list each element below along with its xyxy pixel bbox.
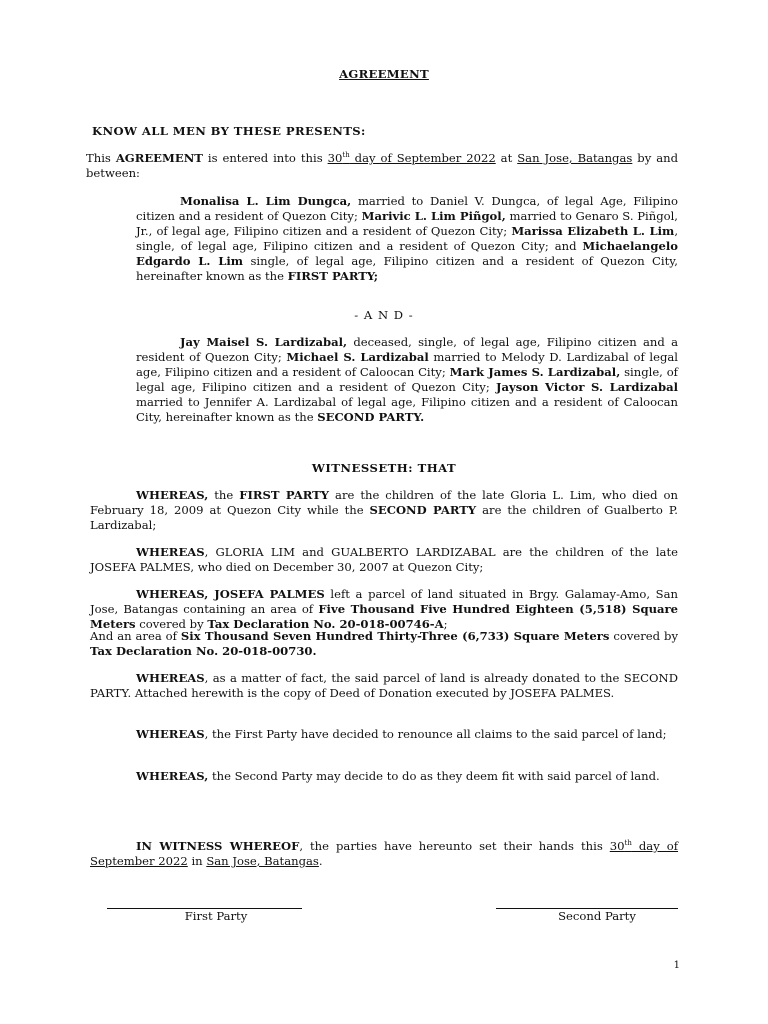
preamble: KNOW ALL MEN BY THESE PRESENTS: — [92, 124, 366, 138]
witness-date: 30th day of September 2022 — [90, 839, 679, 868]
witness-clause: IN WITNESS WHEREOF, the parties have hereunto set their hands this 30th day of September 2022 in San Jose, Batangas. — [90, 839, 679, 868]
party-name: Michael S. Lardizabal — [286, 350, 429, 364]
party-name: Michaelangelo Edgardo L. Lim — [136, 239, 678, 268]
whereas-4: WHEREAS, as a matter of fact, the said parcel of land is already donated to the SECOND PARTY. Attached herewith is the copy of Deed of Donation executed by JOSEFA PALMES. — [90, 671, 678, 700]
party-name: Monalisa L. Lim Dungca, — [180, 194, 352, 208]
witness-place: San Jose, Batangas — [206, 854, 319, 868]
first-party-signature-label: First Party — [184, 909, 248, 923]
party-name: Jayson Victor S. Lardizabal — [496, 380, 678, 394]
second-party-signature-label: Second Party — [558, 909, 636, 923]
second-party-label: SECOND PARTY. — [317, 410, 425, 424]
agreement-word: AGREEMENT — [115, 151, 203, 165]
whereas-2: WHEREAS, GLORIA LIM and GUALBERTO LARDIZABAL are the children of the late JOSEFA PALMES, who died on December 30, 2007 at Quezon City; — [90, 545, 678, 574]
witnesseth-heading: WITNESSETH: THAT — [311, 461, 457, 475]
whereas-3-continued: And an area of Six Thousand Seven Hundred Thirty-Three (6,733) Square Meters covered by Tax Declaration No. 20-018-00730. — [90, 629, 678, 658]
intro-paragraph: This AGREEMENT is entered into this 30th day of September 2022 at San Jose, Batangas by and between: — [86, 151, 678, 180]
second-party-paragraph: Jay Maisel S. Lardizabal, deceased, single, of legal age, Filipino citizen and a resident of Quezon City; Michael S. Lardizabal married to Melody D. Lardizabal of legal age, Filipino citizen and a resident of Caloocan City; Mark James S. Lardizabal, single, of legal age, Filipino citizen and a resident of Quezon City; Jayson Victor S. Lardizabal married to Jennifer A. Lardizabal of legal age, Filipino citizen and a resident of Caloocan City, hereinafter known as the SECOND PARTY. — [136, 335, 678, 424]
whereas-1: WHEREAS, the FIRST PARTY are the children of the late Gloria L. Lim, who died on February 18, 2009 at Quezon City while the SECOND PARTY are the children of Gualberto P. Lardizabal; — [90, 488, 679, 532]
whereas-6: WHEREAS, the Second Party may decide to do as they deem fit with said parcel of land. — [136, 769, 660, 783]
first-party-paragraph: Monalisa L. Lim Dungca, married to Daniel V. Dungca, of legal Age, Filipino citizen and a resident of Quezon City; Marivic L. Lim Piñgol, married to Genaro S. Piñgol, Jr., of legal age, Filipino citizen and a resident of Quezon City; Marissa Elizabeth L. Lim, single, of legal age, Filipino citizen and a resident of Quezon City; and Michaelangelo Edgardo L. Lim single, of legal age, Filipino citizen and a resident of Quezon City, hereinafter known as the FIRST PARTY; — [136, 194, 679, 283]
page-number: 1 — [673, 960, 680, 971]
document-title — [0, 67, 768, 81]
and-separator: - A N D - — [354, 308, 414, 322]
party-name: Jay Maisel S. Lardizabal, — [180, 335, 348, 349]
agreement-place: San Jose, Batangas — [517, 151, 633, 165]
whereas-5: WHEREAS, the First Party have decided to renounce all claims to the said parcel of land; — [136, 727, 667, 741]
whereas-3: WHEREAS, JOSEFA PALMES left a parcel of land situated in Brgy. Galamay-Amo, San Jose, Batangas containing an area of Five Thousand Five Hundred Eighteen (5,518) Square Meters covered by Tax Declaration No. 20-018-00746-A; — [90, 587, 679, 631]
party-name: Marissa Elizabeth L. Lim — [511, 224, 675, 238]
party-name: Marivic L. Lim Piñgol, — [361, 209, 506, 223]
title-text: AGREEMENT — [339, 67, 429, 81]
agreement-date: 30th day of September 2022 — [327, 151, 496, 165]
party-name: Mark James S. Lardizabal, — [449, 365, 621, 379]
first-party-label: FIRST PARTY; — [287, 269, 379, 283]
